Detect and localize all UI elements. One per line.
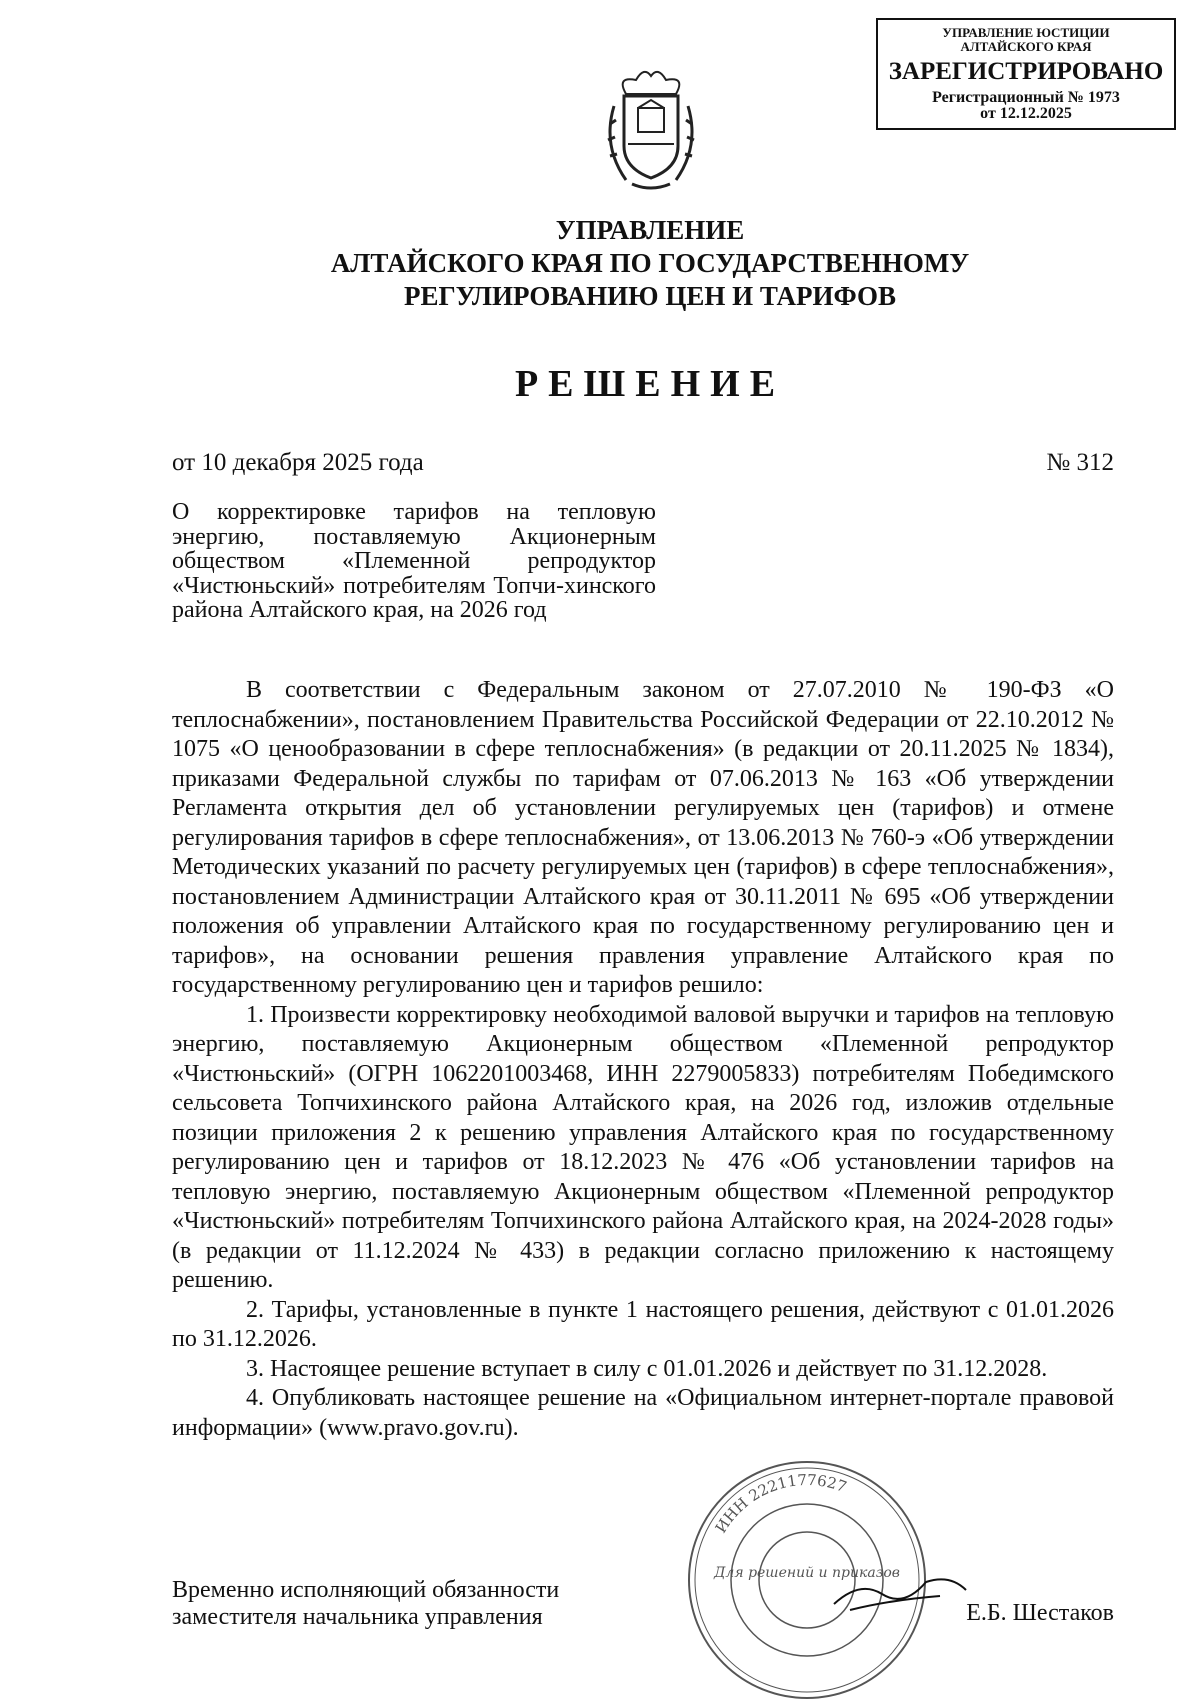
registration-stamp	[876, 18, 1176, 130]
document-date: от 10 декабря 2025 года	[172, 449, 424, 476]
stamp-reg-date: от 12.12.2025	[980, 105, 1072, 123]
signatory-name: Е.Б. Шестаков	[966, 1600, 1114, 1626]
document-subject: О корректировке тарифов на тепловую энергию, поставляемую Акционерным обществом «Племенной репродуктор «Чистюньский» потребителям Топчи-хинского района Алтайского края, на 2026 год	[172, 499, 656, 623]
signatory-position-line2: заместителя начальника управления	[172, 1604, 543, 1630]
header-line3: РЕГУЛИРОВАНИЮ ЦЕН И ТАРИФОВ	[403, 281, 897, 311]
seal-inn: ИНН 2221177627	[711, 1470, 850, 1537]
paragraph-item-3: 3. Настоящее решение вступает в силу с 01.01.2026 и действует по 31.12.2028.	[246, 1355, 1048, 1382]
signature-icon	[830, 1560, 970, 1620]
document-body	[172, 676, 1114, 1443]
signatory-position	[172, 1577, 559, 1631]
header-line1: УПРАВЛЕНИЕ	[555, 215, 745, 245]
stamp-reg-number: Регистрационный № 1973	[932, 88, 1120, 106]
paragraph-item-1: 1. Произвести корректировку необходимой валовой выручки и тарифов на тепловую энергию, поставляемую Акционерным обществом «Племенной репродуктор «Чистюньский» (ОГРН 1062201003468, ИНН 2279005833) потребителям Победимского сельсовета Топчихинского района Алтайского края, на 2026 год, изложив отдельные позиции приложения 2 к решению управления Алтайского края по государственному регулированию цен и тарифов от 18.12.2023 № 476 «Об установлении тарифов на тепловую энергию, поставляемую Акционерным обществом «Племенной репродуктор «Чистюньский» потребителям Топчихинского района Алтайского края, на 2024-2028 годы» (в редакции от 11.12.2024 № 433) в редакции согласно приложению к настоящему решению.	[172, 1001, 1114, 1293]
document-title: РЕШЕНИЕ	[514, 363, 786, 405]
organization-header	[200, 214, 1100, 313]
seal-inner-text: Для решений и приказов	[714, 1565, 900, 1581]
stamp-status: ЗАРЕГИСТРИРОВАНО	[888, 58, 1164, 86]
paragraph-item-4: 4. Опубликовать настоящее решение на «Официальном интернет-портале правовой информации» (www.pravo.gov.ru).	[172, 1385, 1114, 1441]
coat-of-arms-icon	[596, 46, 706, 196]
stamp-org-line1: УПРАВЛЕНИЕ ЮСТИЦИИ	[942, 25, 1110, 40]
document-number: № 312	[1046, 449, 1114, 476]
paragraph-item-2: 2. Тарифы, установленные в пункте 1 настоящего решения, действуют с 01.01.2026 по 31.12.2026.	[172, 1296, 1114, 1352]
paragraph-preamble: В соответствии с Федеральным законом от 27.07.2010 № 190-ФЗ «О теплоснабжении», постановлением Правительства Российской Федерации от 22.10.2012 № 1075 «О ценообразовании в сфере теплоснабжения» (в редакции от 20.11.2025 № 1834), приказами Федеральной службы по тарифам от 07.06.2013 № 163 «Об утверждении Регламента открытия дел об установлении регулируемых цен (тарифов) и отмене регулирования тарифов в сфере теплоснабжения», от 13.06.2013 № 760-э «Об утверждении Методических указаний по расчету регулируемых цен (тарифов) в сфере теплоснабжения», постановлением Администрации Алтайского края от 30.11.2011 № 695 «Об утверждении положения об управлении Алтайского края по государственному регулированию цен и тарифов», на основании решения правления управление Алтайского края по государственному регулированию цен и тарифов решило:	[172, 677, 1114, 998]
header-line2: АЛТАЙСКОГО КРАЯ ПО ГОСУДАРСТВЕННОМУ	[330, 248, 970, 278]
stamp-org-line2: АЛТАЙСКОГО КРАЯ	[960, 38, 1092, 54]
signatory-position-line1: Временно исполняющий обязанности	[172, 1577, 560, 1603]
